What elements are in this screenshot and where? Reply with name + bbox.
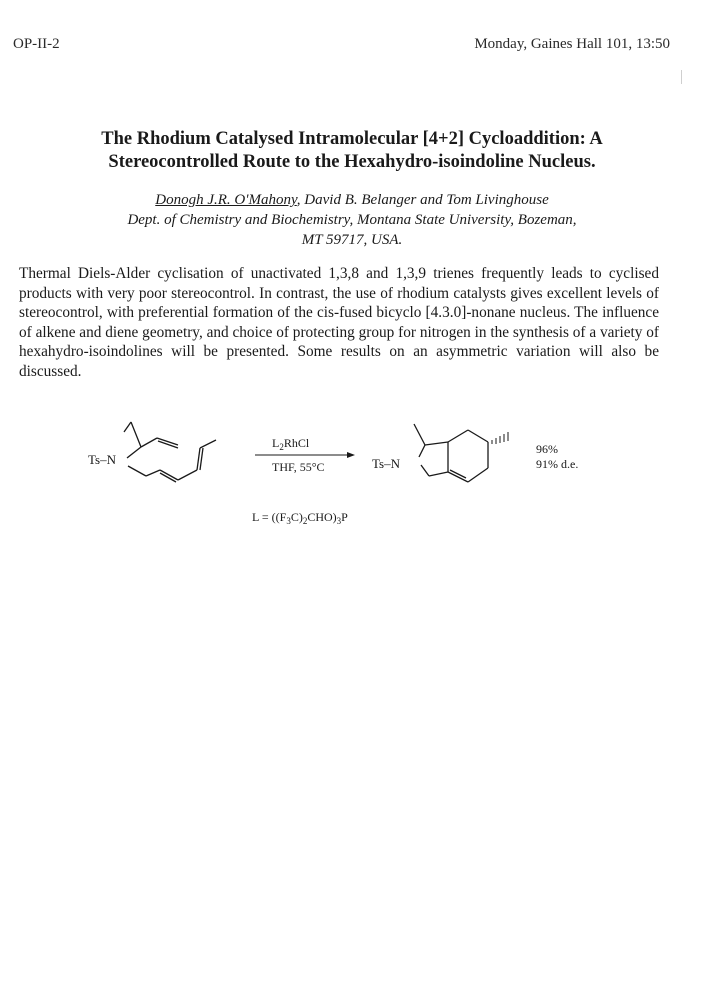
- reaction-arrow: [255, 452, 355, 458]
- conditions-label: THF, 55°C: [272, 460, 325, 474]
- product-structure: [414, 424, 488, 482]
- catalyst-label: $L_2RhCl$: [272, 436, 310, 452]
- session-code: OP-II-2: [13, 36, 60, 52]
- hashed-methyl: [492, 432, 508, 444]
- author-block: [20, 190, 684, 250]
- affiliation-line-1: Dept. of Chemistry and Biochemistry, Montana State University, Bozeman,: [127, 212, 577, 228]
- author-line: [20, 190, 684, 210]
- abstract-title: [20, 128, 684, 174]
- co-authors: , David B. Belanger and Tom Livinghouse: [296, 192, 549, 208]
- product-ts-label: Ts–N: [372, 456, 400, 471]
- de-label: 91% d.e.: [536, 457, 579, 471]
- reaction-scheme: [0, 410, 704, 530]
- yield-label: 96%: [536, 442, 558, 456]
- reactant-ts-label: Ts–N: [88, 452, 116, 467]
- session-schedule: Monday, Gaines Hall 101, 13:50: [474, 36, 670, 52]
- affiliation-line-2: MT 59717, USA.: [301, 232, 403, 248]
- title-line-2: Stereocontrolled Route to the Hexahydro-isoindoline Nucleus.: [108, 152, 596, 172]
- ligand-definition: $L = ((F_3C)_2CHO)_3P$: [252, 510, 348, 526]
- title-line-1: The Rhodium Catalysed Intramolecular [4+2] Cycloaddition: A: [101, 129, 603, 149]
- abstract-body: Thermal Diels-Alder cyclisation of unactivated 1,3,8 and 1,3,9 trienes frequently leads to cyclised products with very poor stereocontrol. In contrast, the use of rhodium catalysts gives excellent levels of stereocontrol, with preferential formation of the cis-fused bicyclo [4.3.0]-nonane nucleus. The influence of alkene and diene geometry, and choice of protecting group for nitrogen in the synthesis of a variety of hexahydro-isoindolines will be presented. Some results on an asymmetric variation will also be discussed.: [19, 265, 659, 380]
- reactant-structure: [124, 422, 216, 482]
- presenting-author: Donogh J.R. O'Mahony: [155, 192, 297, 208]
- scan-mark: [681, 70, 682, 84]
